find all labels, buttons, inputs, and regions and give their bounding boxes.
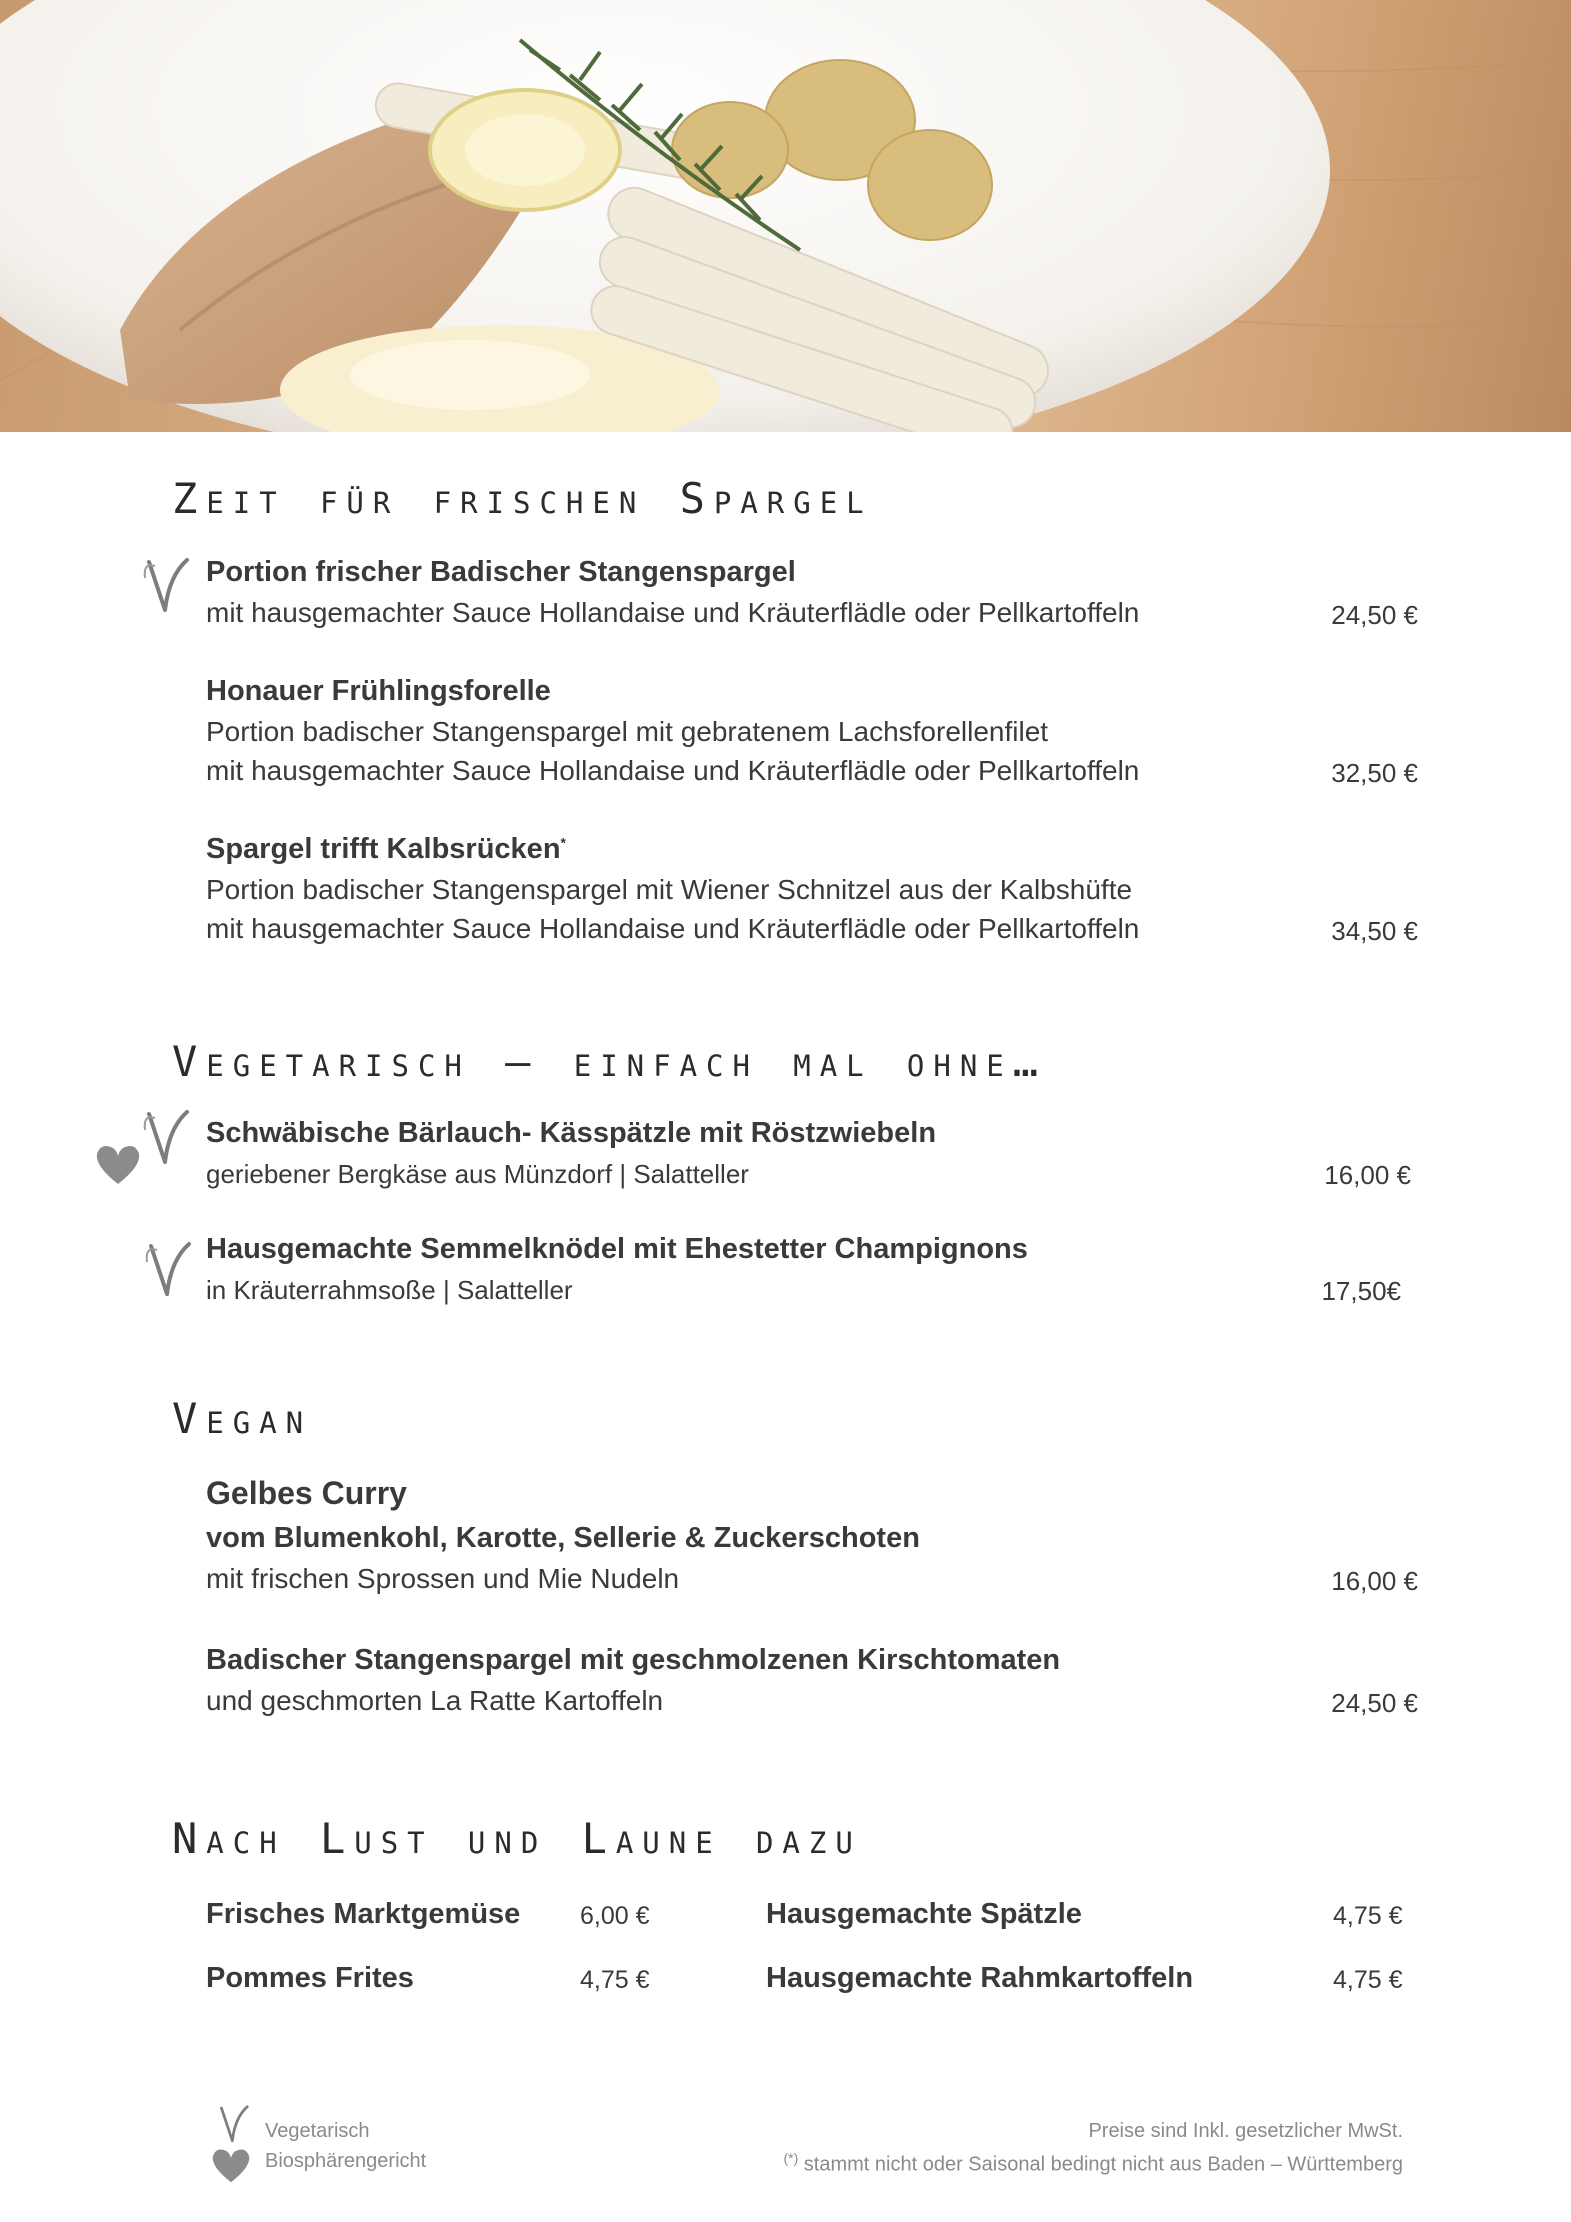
origin-footnote: (*) stammt nicht oder Saisonal bedingt nicht aus Baden – Württemberg bbox=[783, 2150, 1403, 2176]
dish-description: mit hausgemachter Sauce Hollandaise und Kräuterflädle oder Pellkartoffeln bbox=[206, 597, 1140, 628]
dish-price: 32,50 € bbox=[1331, 758, 1418, 788]
dish-description: mit hausgemachter Sauce Hollandaise und Kräuterflädle oder Pellkartoffeln bbox=[206, 755, 1140, 786]
legend-biosphere-label: Biosphärengericht bbox=[265, 2150, 427, 2172]
dish-description: Portion badischer Stangenspargel mit Wiener Schnitzel aus der Kalbshüfte bbox=[206, 874, 1133, 905]
side-dish-price: 6,00 € bbox=[580, 1902, 650, 1930]
hero-dish-photo bbox=[0, 0, 1571, 432]
sprout-icon bbox=[141, 556, 191, 617]
dish-description: mit frischen Sprossen und Mie Nudeln bbox=[206, 1563, 680, 1594]
section-title-vegan: Vegan bbox=[172, 1394, 313, 1443]
section-title-vegetarian: Vegetarisch – einfach mal ohne… bbox=[172, 1037, 1048, 1086]
dish-name: Portion frischer Badischer Stangenspargel bbox=[206, 556, 796, 588]
dish-name: Schwäbische Bärlauch- Kässpätzle mit Röstzwiebeln bbox=[206, 1117, 937, 1149]
dish-name: Spargel trifft Kalbsrücken* bbox=[206, 833, 566, 865]
vat-note: Preise sind Inkl. gesetzlicher MwSt. bbox=[1088, 2120, 1403, 2142]
dish-price: 34,50 € bbox=[1331, 916, 1418, 946]
legend-vegetarian-label: Vegetarisch bbox=[265, 2120, 370, 2142]
dish-price: 24,50 € bbox=[1331, 600, 1418, 630]
side-dish-name: Pommes Frites bbox=[206, 1962, 414, 1994]
section-title-sides: Nach Lust und Laune dazu bbox=[172, 1814, 862, 1863]
dish-name: Hausgemachte Semmelknödel mit Ehestetter Champignons bbox=[206, 1233, 1028, 1265]
dish-name: Badischer Stangenspargel mit geschmolzenen Kirschtomaten bbox=[206, 1644, 1061, 1676]
asparagus-dish-illustration bbox=[0, 0, 1571, 432]
dish-description: und geschmorten La Ratte Kartoffeln bbox=[206, 1685, 664, 1716]
dish-name: Honauer Frühlingsforelle bbox=[206, 675, 551, 707]
dish-price: 24,50 € bbox=[1331, 1688, 1418, 1718]
heart-icon bbox=[93, 1142, 143, 1191]
footnote-marker: * bbox=[560, 834, 566, 851]
dish-price: 17,50€ bbox=[1321, 1276, 1401, 1306]
side-dish-name: Frisches Marktgemüse bbox=[206, 1898, 521, 1930]
dish-name-subline: vom Blumenkohl, Karotte, Sellerie & Zuckerschoten bbox=[206, 1522, 920, 1554]
footnote-mark: (*) bbox=[783, 2150, 799, 2166]
side-dish-name: Hausgemachte Rahmkartoffeln bbox=[766, 1962, 1194, 1994]
side-dish-price: 4,75 € bbox=[1333, 1966, 1403, 1994]
dish-price: 16,00 € bbox=[1324, 1160, 1411, 1190]
sprout-icon bbox=[216, 2103, 250, 2148]
dish-name: Gelbes Curry bbox=[206, 1475, 407, 1511]
heart-icon bbox=[209, 2146, 253, 2189]
dish-description: mit hausgemachter Sauce Hollandaise und Kräuterflädle oder Pellkartoffeln bbox=[206, 913, 1140, 944]
dish-description: Portion badischer Stangenspargel mit gebratenem Lachsforellenfilet bbox=[206, 716, 1049, 747]
side-dish-price: 4,75 € bbox=[580, 1966, 650, 1994]
dish-description: in Kräuterrahmsoße | Salatteller bbox=[206, 1275, 573, 1305]
sprout-icon bbox=[141, 1108, 191, 1169]
dish-price: 16,00 € bbox=[1331, 1566, 1418, 1596]
dish-description: geriebener Bergkäse aus Münzdorf | Salatteller bbox=[206, 1159, 749, 1189]
side-dish-name: Hausgemachte Spätzle bbox=[766, 1898, 1082, 1930]
section-title-asparagus: Zeit für frischen Spargel bbox=[172, 474, 873, 523]
side-dish-price: 4,75 € bbox=[1333, 1902, 1403, 1930]
sprout-icon bbox=[143, 1240, 193, 1301]
